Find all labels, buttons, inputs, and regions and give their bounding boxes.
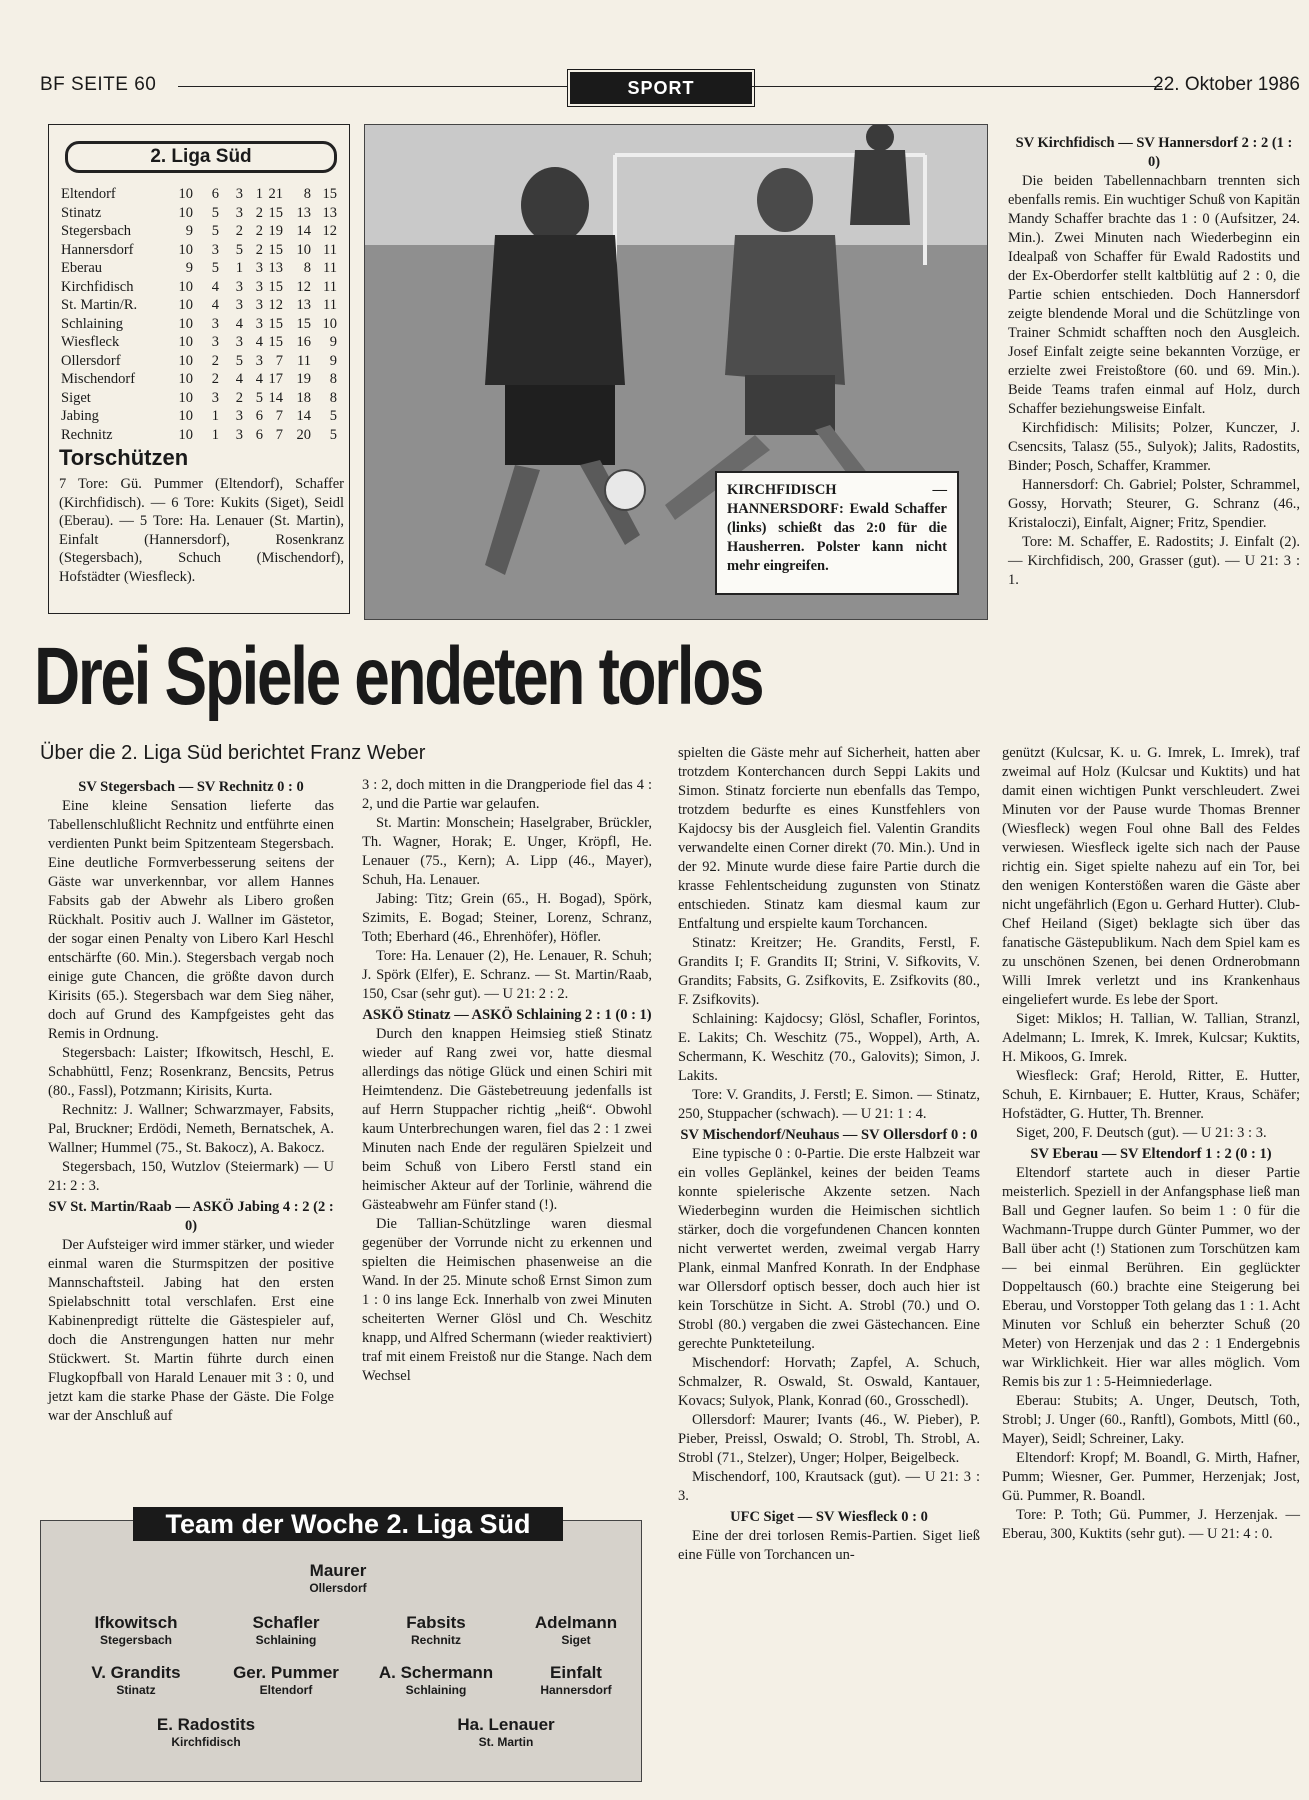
table-cell: 4 xyxy=(235,371,243,387)
paragraph: Siget, 200, F. Deutsch (gut). — U 21: 3 : 3. xyxy=(1016,1125,1267,1141)
paragraph: Jabing: Titz; Grein (65., H. Bogad), Spörk, Szimits, E. Bogad; Steiner, Lorenz, Schranz, Toth; Eberhard (46., Ehrenhöfer), Höfler. xyxy=(362,891,652,945)
table-cell: 3 xyxy=(211,241,219,258)
table-row xyxy=(61,407,345,425)
table-row xyxy=(61,278,345,296)
table-row xyxy=(61,352,345,370)
paragraph: Stinatz: Kreitzer; He. Grandits, Ferstl, F. Grandits I; F. Grandits II; Strini, V. Sifkovits, V. Grandits; Fabsits, G. Zsifkovits, E. Zsifkovits (80., F. Zsifkovits). xyxy=(678,935,980,1008)
player-club: Rechnitz xyxy=(410,1633,461,1647)
paragraph: genützt (Kulcsar, K. u. G. Imrek, L. Imrek), traf zweimal auf Holz (Kulcsar und Kuktits) und hat damit einen wichtigen Punkt verschleudert. Zwei Minuten vor der Pause wurde Thomas Brenner (Wiesfleck) wegen Foul ohne Ball des Feldes verwiesen. Wiesfleck igelte sich nach der Pause richtig ein. Siget spielte nahezu auf ein Tor, bei den wenigen Konterstößen waren die Gäste aber nicht ungefährlich (Egon u. Gerhard Hutter). Club-Chef Heiland (Siget) beklagte sich über das fanatische Gästepublikum. Nach dem Spiel kam es zu unschönen Szenen, bei denen Ordnerobmann Willi Imrek verletzt und ins Krankenhaus eingeliefert wurde. Es lebe der Sport. xyxy=(1002,745,1300,1008)
match-photo xyxy=(364,124,988,620)
match-heading: UFC Siget — SV Wiesfleck 0 : 0 xyxy=(730,1509,928,1525)
table-cell: 3 xyxy=(235,278,243,295)
player-name: A. Schermann xyxy=(378,1663,494,1682)
table-cell: 3 xyxy=(255,278,263,295)
paragraph: St. Martin: Monschein; Haselgraber, Brückler, Th. Wagner, Horak; E. Unger, Kröpfl, He. Lenauer (75., Kern); A. Lipp (46., Mayer), Schuh, Ha. Lenauer. xyxy=(362,815,652,888)
player-club: Stegersbach xyxy=(99,1633,173,1647)
team-name: Hannersdorf xyxy=(61,241,134,258)
player-name: Adelmann xyxy=(534,1613,618,1632)
table-cell: 19 xyxy=(268,223,283,239)
table-cell: 3 xyxy=(211,389,219,406)
article-column-1 xyxy=(48,776,334,1426)
page-header xyxy=(40,72,1300,102)
paragraph: Stegersbach: Laister; Ifkowitsch, Heschl, E. Schabhüttl, Fenz; Rosenkranz, Bencsits, Petrus (80., Fassl), Potzmann; Kirisits, Kurta. xyxy=(48,1045,334,1099)
table-cell: 3 xyxy=(255,315,263,332)
table-cell: 11 xyxy=(323,241,337,258)
table-row xyxy=(61,241,345,259)
team-player xyxy=(263,1561,413,1595)
player-name: Fabsits xyxy=(406,1613,466,1632)
table-cell: 10 xyxy=(178,278,193,295)
table-cell: 15 xyxy=(268,315,283,332)
paragraph: Rechnitz: J. Wallner; Schwarzmayer, Fabsits, Pal, Bruckner; Erdödi, Nemeth, Bernatschek, A. Wallner; Hummel (75., St. Bakocz), A. Bakocz. xyxy=(48,1102,334,1156)
table-cell: 15 xyxy=(268,334,283,350)
team-player xyxy=(361,1613,511,1647)
table-cell: 10 xyxy=(178,241,193,258)
table-cell: 5 xyxy=(211,223,219,239)
table-cell: 13 xyxy=(268,260,283,276)
paragraph: Mischendorf, 100, Krautsack (gut). — U 21: 3 : 3. xyxy=(678,1469,980,1504)
paragraph: Tore: V. Grandits, J. Ferstl; E. Simon. — Stinatz, 250, Stuppacher (schwach). — U 21: 1 : 4. xyxy=(678,1087,980,1122)
table-cell: 10 xyxy=(178,334,193,350)
team-name: Stegersbach xyxy=(61,223,132,239)
team-name: Mischendorf xyxy=(61,371,136,387)
paragraph: Tore: P. Toth; Gü. Pummer, J. Herzenjak. — Eberau, 300, Kuktits (sehr gut). — U 21: 4 : 0. xyxy=(1002,1507,1300,1542)
table-cell: 11 xyxy=(323,278,337,295)
table-cell: 12 xyxy=(322,223,337,239)
table-cell: 8 xyxy=(303,186,311,202)
table-row xyxy=(61,426,345,444)
photo-caption: KIRCHFIDISCH — HANNERSDORF: Ewald Schaffer (links) schießt das 2:0 für die Hausherren. Polster kann nicht mehr eingreifen. xyxy=(715,471,959,595)
table-cell: 10 xyxy=(178,426,193,443)
table-row xyxy=(61,333,345,351)
match-heading: SV Mischendorf/Neuhaus — SV Ollersdorf 0 : 0 xyxy=(680,1127,978,1143)
match-heading: SV Eberau — SV Eltendorf 1 : 2 (0 : 1) xyxy=(1030,1146,1272,1162)
team-player xyxy=(361,1663,511,1697)
team-player xyxy=(211,1613,361,1647)
paragraph: Der Aufsteiger wird immer stärker, und wieder einmal waren die Sturmspitzen der positive Mannschaftsteil. Jabing hat den ersten Spielabschnitt total verschlafen. Erst eine Kabinenpredigt rüttelte die Gästespieler auf, doch die Anstrengungen hatten nur mehr Stückwert. St. Martin führte durch einen Flugkopfball von Harald Lenauer mit 3 : 0, und jetzt kam die starke Phase der Gäste. Die Folge war der Anschluß auf xyxy=(48,1237,335,1424)
table-cell: 13 xyxy=(322,204,337,221)
paragraph: Durch den knappen Heimsieg stieß Stinatz wieder auf Rang zwei vor, hatte diesmal allerdings das nötige Glück und einen Schiri mit Heimtendenz. Die Gästebetreuung jedenfalls ist auf Herrn Stuppacher richtig „heiß“. Obwohl kaum Unterbrechungen waren, fiel das 2 : 1 zwei Minuten nach Ende der regulären Spielzeit und beim Schuß von Libero Ferstl stand ein heimischer Akteur auf der Torlinie, während die Gästeabwehr am Fünfer stand (!). xyxy=(362,1026,652,1213)
table-cell: 5 xyxy=(329,426,337,443)
paragraph: Die Tallian-Schützlinge waren diesmal gegenüber der Vorrunde nicht zu erkennen und spielten die Heimischen phasenweise an die Wand. In der 25. Minute schoß Ernst Simon zum 1 : 0 ins lange Eck. Innerhalb von zwei Minuten scheiterten Werner Glösl und Ch. Weschitz knapp, und Alfred Schermann (wieder reaktiviert) traf mit einem Freistoß nur die Stange. Nach dem Wechsel xyxy=(362,1216,652,1384)
table-cell: 10 xyxy=(178,204,193,221)
table-cell: 3 xyxy=(235,186,243,202)
paragraph: Siget: Miklos; H. Tallian, W. Tallian, Stranzl, Adelmann; L. Imrek, K. Imrek, Kulcsar; Kuktits, H. Mikoos, G. Imrek. xyxy=(1002,1011,1300,1065)
table-cell: 1 xyxy=(211,408,219,424)
team-name: Kirchfidisch xyxy=(61,278,134,295)
table-cell: 5 xyxy=(235,241,243,258)
table-row xyxy=(61,296,345,314)
scorers-text: 7 Tore: Gü. Pummer (Eltendorf), Schaffer (Kirchfidisch). — 6 Tore: Kukits (Siget), Seidl (Eberau). — 5 Tore: Ha. Lenauer (St. Martin), Einfalt (Hannersdorf), Rosenkranz (Stegersbach), Schuch (Mischendorf), Hofstädter (Wiesfleck). xyxy=(59,476,344,585)
table-row xyxy=(61,222,345,240)
table-cell: 2 xyxy=(211,352,219,369)
table-cell: 1 xyxy=(255,186,263,202)
player-club: Schlaining xyxy=(255,1633,317,1647)
table-cell: 8 xyxy=(329,371,337,387)
paragraph: Eine typische 0 : 0-Partie. Die erste Halbzeit war ein volles Geplänkel, keines der beiden Teams konnte spielerische Akzente setzen. Nach Wiederbeginn wurden die Heimischen sichtlich stärker, doch die vorgefundenen Chancen konnten nicht verwertet werden, zweimal vergab Harry Plank, einmal Manfred Konrath. In der Endphase war Ollersdorf optisch besser, doch auch hier ist kein Torschütze in Sicht. A. Strobl (70.) und O. Strobl (80.) vergaben die zwei Gästechancen. Eine gerechte Punkteteilung. xyxy=(678,1146,980,1352)
table-row xyxy=(61,259,345,277)
player-club: Siget xyxy=(561,1633,591,1647)
table-cell: 3 xyxy=(255,352,263,369)
match-heading: SV Stegersbach — SV Rechnitz 0 : 0 xyxy=(78,779,304,795)
player-club: Stinatz xyxy=(116,1683,156,1697)
table-cell: 10 xyxy=(178,186,193,202)
table-cell: 16 xyxy=(296,334,311,350)
table-cell: 13 xyxy=(296,204,311,221)
table-cell: 8 xyxy=(303,260,311,276)
paragraph: Mischendorf: Horvath; Zapfel, A. Schuch, Schmalzer, R. Oswald, St. Oswald, Kantauer, Kovacs; Sulyok, Plank, Konrad (60., Grosschedl). xyxy=(678,1355,980,1409)
table-cell: 13 xyxy=(296,297,311,313)
table-cell: 11 xyxy=(323,260,337,276)
team-name: Rechnitz xyxy=(61,426,113,443)
table-row xyxy=(61,389,345,407)
table-cell: 10 xyxy=(178,297,193,313)
table-cell: 14 xyxy=(268,389,283,406)
paragraph: Eltendorf: Kropf; M. Boandl, G. Mirth, Hafner, Pumm; Wiesner, Ger. Pummer, Herzenjak; Jost, Gü. Pummer, R. Boandl. xyxy=(1002,1450,1300,1504)
table-cell: 14 xyxy=(296,223,311,239)
table-cell: 10 xyxy=(322,315,337,332)
table-cell: 3 xyxy=(255,260,263,276)
table-cell: 7 xyxy=(275,408,283,424)
player-name: Einfalt xyxy=(550,1663,602,1682)
table-cell: 5 xyxy=(211,260,219,276)
team-name: St. Martin/R. xyxy=(61,297,138,313)
player-club: St. Martin xyxy=(478,1735,534,1749)
table-cell: 15 xyxy=(296,315,311,332)
table-cell: 3 xyxy=(211,334,219,350)
player-club: Eltendorf xyxy=(259,1683,313,1697)
issue-date: 22. Oktober 1986 xyxy=(1153,74,1300,95)
table-cell: 6 xyxy=(255,408,263,424)
paragraph: Tore: M. Schaffer, E. Radostits; J. Einfalt (2). — Kirchfidisch, 200, Grasser (gut). — U 21: 3 : 1. xyxy=(1008,534,1300,588)
table-cell: 2 xyxy=(235,223,243,239)
header-rule-left xyxy=(178,86,568,87)
team-name: Schlaining xyxy=(61,315,124,332)
paragraph: Kirchfidisch: Milisits; Polzer, Kunczer, J. Csencsits, Talasz (55., Sulyok); Jalits, Radostits, Binder; Posch, Schaffer, Krammer. xyxy=(1008,420,1300,474)
table-cell: 4 xyxy=(235,315,243,332)
team-player xyxy=(211,1663,361,1697)
article-column-3 xyxy=(678,744,980,1565)
match-heading: SV Kirchfidisch — SV Hannersdorf 2 : 2 (1 : 0) xyxy=(1015,135,1293,170)
table-cell: 6 xyxy=(211,186,219,202)
table-cell: 9 xyxy=(329,334,337,350)
table-cell: 10 xyxy=(178,408,193,424)
player-club: Hannersdorf xyxy=(540,1683,612,1697)
paragraph: Ollersdorf: Maurer; Ivants (46., W. Pieber), P. Pieber, Preissl, Oswald; O. Strobl, Th. Strobl, A. Strobl (71., Stelzer), Unger; Holper, Beigelbeck. xyxy=(678,1412,980,1466)
table-cell: 3 xyxy=(235,408,243,424)
paragraph: Tore: Ha. Lenauer (2), He. Lenauer, R. Schuh; J. Spörk (Elfer), E. Schranz. — St. Martin/Raab, 150, Csar (sehr gut). — U 21: 2 : 2. xyxy=(362,948,652,1002)
team-name: Eltendorf xyxy=(61,186,116,202)
team-player xyxy=(61,1613,211,1647)
player-name: V. Grandits xyxy=(91,1663,181,1682)
paragraph: Wiesfleck: Graf; Herold, Ritter, E. Hutter, Schuh, E. Kirnbauer; E. Hutter, Kraus, Schäfer; Hofstädter, G. Hutter, Th. Brenner. xyxy=(1002,1068,1300,1122)
table-cell: 21 xyxy=(268,186,283,202)
table-cell: 9 xyxy=(185,260,193,276)
table-cell: 3 xyxy=(235,204,243,221)
paragraph: spielten die Gäste mehr auf Sicherheit, hatten aber trotzdem Konterchancen durch Seppi Lakits und Simon. Stinatz forcierte nun ebenfalls das Tempo, trotzdem bedurfte es eines Kunstfehlers von Kajdocsy bis der Ausgleich fiel. Valentin Grandits verwandelte einen Corner direkt (70. Min.). Und in der 92. Minute wurde diese faire Partie durch die krasse Fehlentscheidung zugunsten von Stinatz entschieden. Stinatz kam diesmal kaum zur Entfaltung und erspielte kaum Torchancen. xyxy=(678,745,980,932)
paragraph: Eltendorf startete auch in dieser Partie meisterlich. Speziell in der Anfangsphase ließ man Ball und Gegner laufen. So beim 1 : 0 für die Wachmann-Truppe durch Günter Pummer, wo der Ball über acht (!) Stationen zum Torschützen kam — bei einmal Berühren. Ein geglückter Doppeltausch (60.) brachte eine Steigerung bei Eberau, und Vorstopper Toth gelang das 1 : 1. Acht Minuten vor Schluß ein beherzter Schuß (20 Meter) von Herzenjak und das 2 : 1 Endergebnis war Wirklichkeit. Hier war alles möglich. Vom Remis bis zur 1 : 5-Heimniederlage. xyxy=(1002,1165,1300,1390)
team-name: Eberau xyxy=(61,260,103,276)
scorers-heading: Torschützen xyxy=(59,445,189,470)
paragraph: Stegersbach, 150, Wutzlov (Steiermark) — U 21: 2 : 3. xyxy=(48,1159,334,1194)
table-cell: 4 xyxy=(211,278,219,295)
league-table xyxy=(48,124,350,614)
paragraph: Eberau: Stubits; A. Unger, Deutsch, Toth, Strobl; J. Unger (60., Ranftl), Gombots, Mittl (60., Mayer), Seidl; Schreiner, Laky. xyxy=(1002,1393,1300,1447)
article-column-2 xyxy=(362,776,652,1386)
table-cell: 1 xyxy=(211,426,219,443)
table-cell: 7 xyxy=(275,352,283,369)
table-cell: 3 xyxy=(235,297,243,313)
league-table-title: 2. Liga Süd xyxy=(65,141,337,173)
table-cell: 10 xyxy=(178,315,193,332)
table-cell: 3 xyxy=(255,297,263,313)
table-cell: 1 xyxy=(235,260,243,276)
table-cell: 3 xyxy=(235,334,243,350)
player-name: E. Radostits xyxy=(156,1715,256,1734)
table-cell: 15 xyxy=(322,186,337,202)
team-name: Stinatz xyxy=(61,204,102,221)
player-name: Schafler xyxy=(252,1613,320,1632)
player-name: Maurer xyxy=(309,1561,367,1580)
team-player xyxy=(501,1663,651,1697)
header-rule-right xyxy=(752,86,1162,87)
paragraph: Die beiden Tabellennachbarn trennten sich ebenfalls remis. Ein wuchtiger Schuß von Kapitän Mandy Schaffer brachte das 1 : 0 (Aufsitzer, 24. Min.). Zwei Minuten nach Wiederbeginn ein Idealpaß von Schaffer für Ewald Radostits und der Ex-Oberdorfer stellt kaltblütig auf 2 : 0, die Partie schien entschieden. Doch Hannersdorf zeigte blendende Moral und die Schützlinge von Trainer Schmidt schafften noch den Ausgleich. Josef Einfalt zeigte seine bekannten Vorzüge, er erzielte zwei Freistoßtore (60. und 69. Min.). Beide Teams trafen einmal auf Holz, durch Schaffer beziehungsweise Einfalt. xyxy=(1008,173,1300,417)
table-cell: 4 xyxy=(211,297,219,313)
player-name: Ha. Lenauer xyxy=(457,1715,555,1734)
table-cell: 4 xyxy=(255,371,263,387)
table-cell: 10 xyxy=(178,352,193,369)
paragraph: Hannersdorf: Ch. Gabriel; Polster, Schrammel, Gossy, Horvath; Steurer, G. Schranz (46., Kristaloczi), Einfalt, Aigner; Fritz, Spendier. xyxy=(1008,477,1300,531)
table-cell: 10 xyxy=(178,389,193,406)
table-cell: 15 xyxy=(268,204,283,221)
byline: Über die 2. Liga Süd berichtet Franz Weber xyxy=(40,742,426,764)
team-name: Ollersdorf xyxy=(61,352,121,369)
player-club: Kirchfidisch xyxy=(171,1735,241,1749)
table-row xyxy=(61,185,345,203)
table-cell: 5 xyxy=(255,389,263,406)
player-club: Schlaining xyxy=(405,1683,467,1697)
table-cell: 2 xyxy=(255,241,263,258)
table-cell: 18 xyxy=(296,389,311,406)
table-cell: 9 xyxy=(329,352,337,369)
table-cell: 5 xyxy=(235,352,243,369)
headline: Drei Spiele endeten torlos xyxy=(34,631,763,722)
paragraph: Eine der drei torlosen Remis-Partien. Siget ließ eine Fülle von Torchancen un- xyxy=(678,1528,980,1563)
player-name: Ger. Pummer xyxy=(233,1663,339,1682)
table-cell: 15 xyxy=(268,241,283,258)
table-row xyxy=(61,315,345,333)
team-player xyxy=(501,1613,651,1647)
paragraph: Schlaining: Kajdocsy; Glösl, Schafler, Forintos, E. Lakits; Ch. Weschitz (75., Woppel), Arth, A. Schermann, K. Weschitz (70., Galovits); Simon, J. Lakits. xyxy=(678,1011,980,1084)
table-cell: 3 xyxy=(211,315,219,332)
table-cell: 4 xyxy=(255,334,263,350)
team-of-the-week-title: Team der Woche 2. Liga Süd xyxy=(133,1507,563,1541)
team-player xyxy=(131,1715,281,1749)
table-cell: 2 xyxy=(235,389,243,406)
table-cell: 5 xyxy=(329,408,337,424)
paragraph: 3 : 2, doch mitten in die Drangperiode fiel das 4 : 2, und die Partie war gelaufen. xyxy=(362,777,652,812)
match-heading: ASKÖ Stinatz — ASKÖ Schlaining 2 : 1 (0 : 1) xyxy=(362,1007,652,1023)
table-cell: 2 xyxy=(211,371,219,387)
section-label: SPORT xyxy=(570,72,752,104)
table-cell: 12 xyxy=(296,278,311,295)
table-cell: 19 xyxy=(296,371,311,387)
team-of-the-week xyxy=(40,1509,642,1782)
player-name: Ifkowitsch xyxy=(94,1613,178,1632)
match-heading: SV St. Martin/Raab — ASKÖ Jabing 4 : 2 (2 : 0) xyxy=(48,1199,334,1234)
table-cell: 9 xyxy=(185,223,193,239)
table-cell: 11 xyxy=(297,352,311,369)
table-cell: 20 xyxy=(296,426,311,443)
team-name: Siget xyxy=(61,389,91,406)
paragraph: Eine kleine Sensation lieferte das Tabellenschlußlicht Rechnitz und entführte einen verdienten Punkt beim Spitzenteam Stegersbach. Eine deutliche Formverbesserung seitens der Gäste war unverkennbar, vor allem Hannes Fabsits gab der Abwehr als Libero großen Rückhalt. Positiv auch J. Wallner im Gästetor, der sogar einen Penalty von Libero Karl Heschl entschärfte (60. Min.). Stegersbach vergab noch einige gute Chancen, die größte davon durch Kirisits (65.). Stegersbach war dem Sieg näher, doch auf Grund des Kampfgeistes geht das Remis in Ordnung. xyxy=(48,798,334,1042)
article-column-4 xyxy=(1002,744,1300,1544)
table-cell: 12 xyxy=(268,297,283,313)
team-player xyxy=(431,1715,581,1749)
table-cell: 17 xyxy=(268,371,283,387)
team-name: Wiesfleck xyxy=(61,334,120,350)
table-cell: 11 xyxy=(323,297,337,313)
table-cell: 7 xyxy=(275,426,283,443)
team-player xyxy=(61,1663,211,1697)
table-row xyxy=(61,370,345,388)
table-cell: 2 xyxy=(255,223,263,239)
report-kirchfidisch-hannersdorf xyxy=(1008,132,1300,590)
table-row xyxy=(61,204,345,222)
table-cell: 2 xyxy=(255,204,263,221)
team-name: Jabing xyxy=(61,408,99,424)
player-club: Ollersdorf xyxy=(309,1581,367,1595)
table-cell: 10 xyxy=(178,371,193,387)
table-cell: 14 xyxy=(296,408,311,424)
table-cell: 8 xyxy=(329,389,337,406)
page-number: BF SEITE 60 xyxy=(40,74,157,95)
table-cell: 3 xyxy=(235,426,243,443)
table-cell: 15 xyxy=(268,278,283,295)
table-cell: 6 xyxy=(255,426,263,443)
table-cell: 5 xyxy=(211,204,219,221)
table-cell: 10 xyxy=(296,241,311,258)
